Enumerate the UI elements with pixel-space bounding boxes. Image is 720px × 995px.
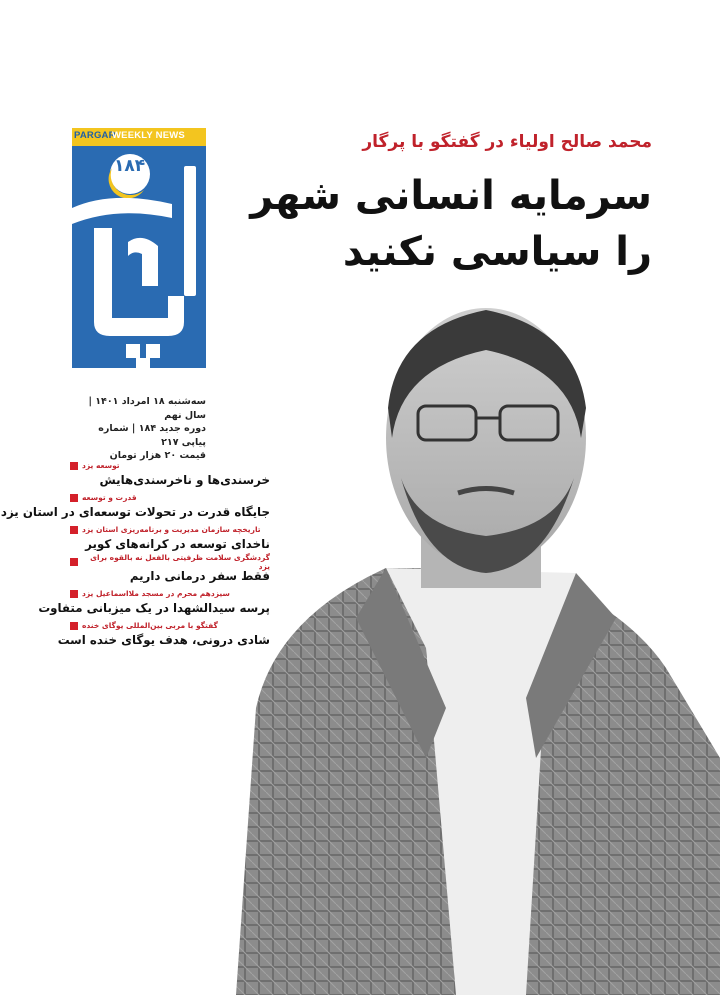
cover-headline [250,168,652,280]
story-title: شادی درونی، هدف یوگای خنده است [57,633,270,647]
story-item[interactable] [0,491,270,521]
red-square-icon [70,494,78,502]
weekly-news-label: WEEKLY NEWS [112,130,185,141]
story-title: خرسندی‌ها و ناخرسندی‌هایش [99,473,270,487]
issue-price-line: قیمت ۲۰ هزار تومان [109,450,206,461]
logo-emblem [72,146,206,368]
pargar-label: PARGAR [74,130,116,141]
story-tag: گفتگو با مربی بین‌المللی یوگای خنده [70,619,270,632]
red-square-icon [70,558,78,566]
red-square-icon [70,622,78,630]
masthead-bar [72,128,206,146]
cover-kicker: محمد صالح اولیاء در گفتگو با پرگار [362,132,652,152]
pargar-logotype-icon [72,146,206,368]
issue-number: ۱۸۴ [114,156,146,176]
story-item[interactable] [57,619,270,649]
issue-info [72,395,206,463]
story-tag: قدرت و توسعه [70,491,270,504]
story-title: ناخدای توسعه در کرانه‌های کویر [85,537,270,551]
red-square-icon [70,462,78,470]
cover-portrait-photo [196,288,720,995]
story-item[interactable] [70,459,270,489]
story-title: پرسه سیدالشهدا در یک میزبانی متفاوت [38,601,270,615]
story-tag: تاریخچه سازمان مدیریت و برنامه‌ریزی استان یزد [70,523,270,536]
story-tag: سیزدهم محرم در مسجد ملااسماعیل یزد [70,587,270,600]
masthead-logo [72,128,206,368]
headline-line-1: سرمایه انسانی شهر [250,173,652,219]
red-square-icon [70,590,78,598]
story-list [0,459,270,651]
headline-line-2: را سیاسی نکنید [342,229,652,275]
story-item[interactable] [70,552,270,585]
story-title: فقط سفر درمانی داریم [129,569,270,583]
issue-number-line: دوره جدید ۱۸۴ | شماره پیاپی ۲۱۷ [98,423,206,448]
story-title: جایگاه قدرت در تحولات توسعه‌ای در استان یزد [0,505,270,519]
story-tag: گردشگری سلامت ظرفیتی بالفعل نه بالقوه برای یزد [70,555,270,568]
story-item[interactable] [38,587,270,617]
issue-date-line: سه‌شنبه ۱۸ امرداد ۱۴۰۱ | سال نهم [88,396,206,421]
red-square-icon [70,526,78,534]
story-item[interactable] [70,523,270,553]
story-tag: توسعه یزد [70,459,270,472]
